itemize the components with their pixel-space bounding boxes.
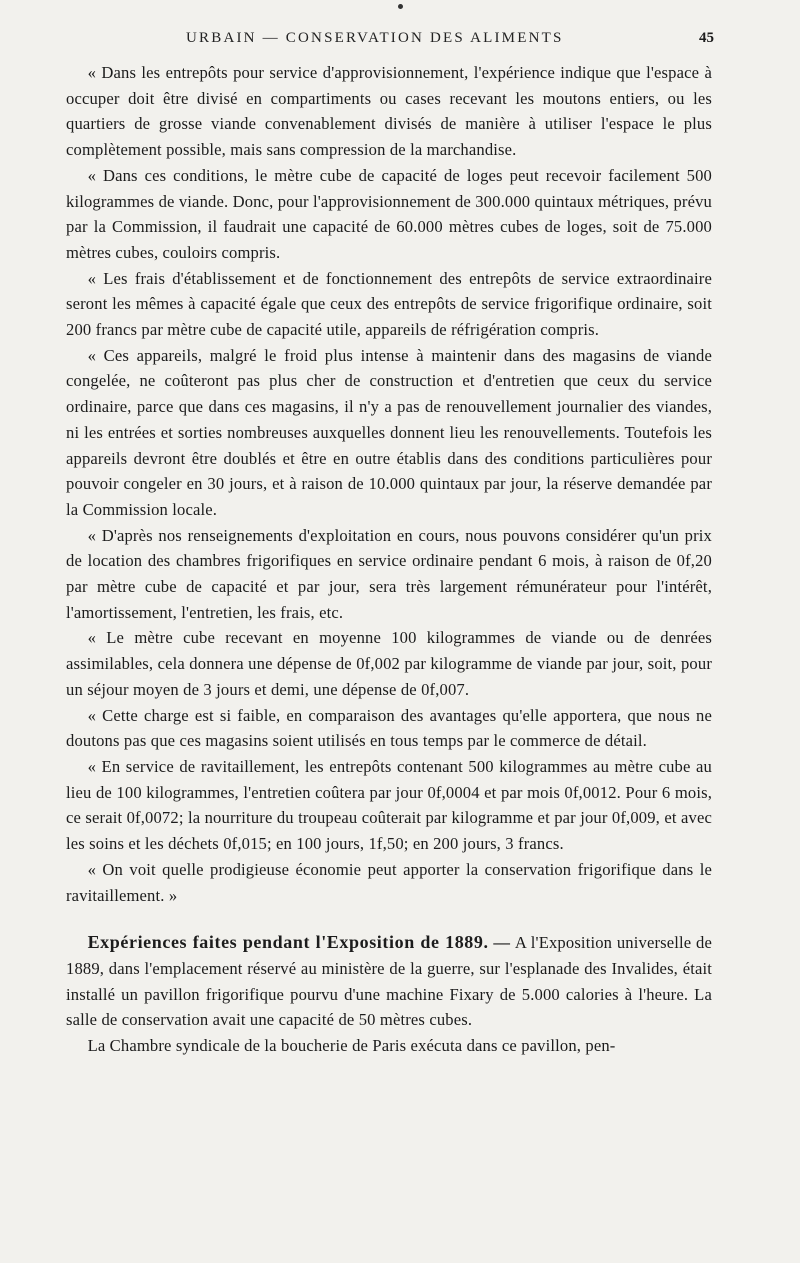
paragraph-7: « Cette charge est si faible, en comparaison des avantages qu'elle apportera, que nous ne doutons pas que ces magasins soient utilisés en tous temps par le commerce de détail. bbox=[66, 705, 712, 751]
ink-dot bbox=[398, 4, 403, 9]
paragraph-4: « Ces appareils, malgré le froid plus intense à maintenir dans des magasins de viande congelée, ne coûteront pas plus cher de construction et d'entretien que ceux du service ordinaire, parce que dans ces magasins, il n'y a pas de renouvellement journalier des viandes, ni les entrées et sorties nombreuses auxquelles donnent lieu les renouvellements. Toutefois les appareils devront être doublés et être en outre établis dans des conditions particulières pour pouvoir congeler en 30 jours, et à raison de 10.000 quintaux par jour, la réserve demandée par la Commission locale. bbox=[66, 345, 712, 519]
page-number: 45 bbox=[699, 30, 714, 46]
section-text: A l'Exposition universelle de 1889, dans l'emplacement réservé au ministère de la guerre, sur l'esplanade des Invalides, était installé un pavillon frigorifique pourvu d'une machine Fixary de 5.000 calories à l'heure. La salle de conservation avait une capacité de 50 mètres cubes. bbox=[66, 933, 712, 1030]
section-next-paragraph: La Chambre syndicale de la boucherie de Paris exécuta dans ce pavillon, pen- bbox=[87, 1036, 616, 1056]
running-head: URBAIN — CONSERVATION DES ALIMENTS bbox=[186, 30, 564, 46]
paragraph-2: « Dans ces conditions, le mètre cube de capacité de loges peut recevoir facilement 500 kilogrammes de viande. Donc, pour l'approvisionnement de 300.000 quintaux métriques, prévu par la Commission, il faudrait une capacité de 60.000 mètres cubes de loges, soit de 75.000 mètres cubes, couloirs compris. bbox=[66, 165, 712, 262]
paragraph-5: « D'après nos renseignements d'exploitation en cours, nous pouvons considérer qu'un prix de location des chambres frigorifiques en service ordinaire pendant 6 mois, à raison de 0f,20 par mètre cube de capacité et par jour, sera très largement rémunérateur pour l'intérêt, l'amortissement, l'entretien, les frais, etc. bbox=[66, 525, 712, 622]
section-title: Expériences faites pendant l'Exposition de 1889. bbox=[87, 932, 489, 953]
paragraph-9: « On voit quelle prodigieuse économie peut apporter la conservation frigorifique dans le ravitaillement. » bbox=[66, 859, 712, 905]
section-first-paragraph bbox=[66, 930, 712, 1033]
section-dash: — bbox=[488, 933, 515, 953]
page-header bbox=[66, 26, 712, 52]
section-exposition-1889 bbox=[66, 930, 712, 1059]
paragraph-6: « Le mètre cube recevant en moyenne 100 kilogrammes de viande ou de denrées assimilables, cela donnera une dépense de 0f,002 par kilogramme de viande par jour, soit, pour un séjour moyen de 3 jours et demi, une dépense de 0f,007. bbox=[66, 628, 712, 699]
paragraph-8: « En service de ravitaillement, les entrepôts contenant 500 kilogrammes au mètre cube au lieu de 100 kilogrammes, l'entretien coûtera par jour 0f,0004 et par mois 0f,0012. Pour 6 mois, ce serait 0f,0072; la nourriture du troupeau coûterait par kilogramme et par jour 0f,009, et avec les soins et les déchets 0f,015; en 100 jours, 1f,50; en 200 jours, 3 francs. bbox=[66, 756, 712, 854]
paragraph-3: « Les frais d'établissement et de fonctionnement des entrepôts de service extraordinaire seront les mêmes à capacité égale que ceux des entrepôts de service frigorifique ordinaire, soit 200 francs par mètre cube de capacité utile, appareils de réfrigération compris. bbox=[66, 268, 712, 340]
paragraph-1: « Dans les entrepôts pour service d'approvisionnement, l'expérience indique que l'espace à occuper doit être divisé en compartiments ou cases recevant les moutons entiers, ou les quartiers de grosse viande convenablement divisés de manière à utiliser l'espace le plus complètement possible, mais sans compression de la marchandise. bbox=[66, 63, 712, 160]
body-text bbox=[66, 60, 712, 908]
